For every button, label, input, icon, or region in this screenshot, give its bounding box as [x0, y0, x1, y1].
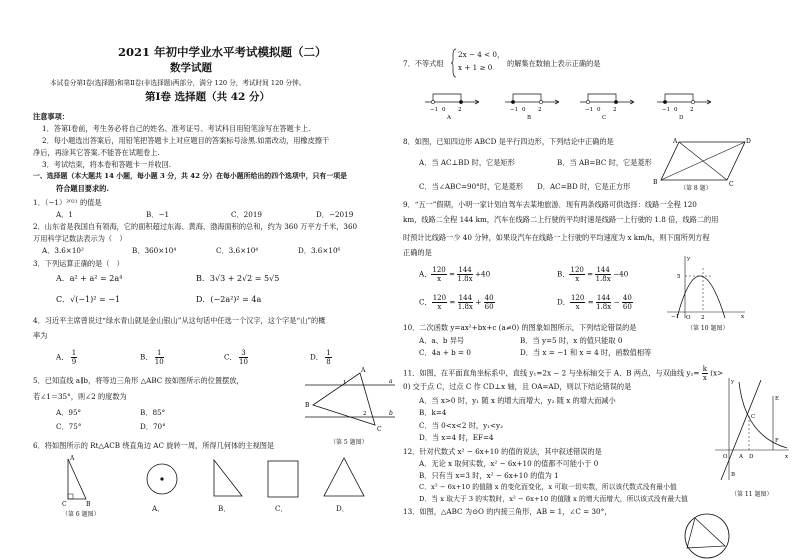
tick-label: 2 — [613, 107, 617, 113]
q7-option-b-numberline — [505, 86, 565, 120]
q9-option-b: B． $\frac{120}{x}$ = $\frac{144}{1.8x}$ −40 — [557, 266, 629, 283]
q9-option-d: D． $\frac{120}{x}$ = $\frac{144}{1.8x}$ − $\frac{40}{60}$ — [557, 294, 632, 311]
q9-option-c: C． $\frac{120}{x}$ = $\frac{144}{1.8x}$ + $\frac{40}{60}$ — [419, 294, 494, 311]
q3-option-a: A．a² + a² = 2a⁴ — [56, 274, 123, 283]
q1-option-b: B．−1 — [146, 210, 170, 219]
label-line-b: b — [389, 410, 393, 417]
circle-o — [685, 514, 729, 558]
q8-option-a: A．当 AC⊥BD 时，它是矩形 — [419, 158, 515, 167]
note-1: 1．答第Ⅰ卷前，考生务必将自己的姓名、准考证号、考试科目用铅笔涂写在答题卡上. — [42, 124, 311, 133]
tick-label: −1 — [662, 107, 671, 113]
section1-header-cont: 符合题目要求的. — [56, 184, 109, 193]
label-a: A — [361, 367, 366, 374]
q5-option-b: B．85° — [140, 408, 166, 417]
label-angle-2: 2 — [363, 411, 367, 417]
open-dot — [539, 100, 542, 103]
q8-option-d: D．AC=BD 时，它是正方形 — [537, 182, 631, 191]
q1-stem: 1．（−1）²⁰²¹ 的值是 — [33, 198, 102, 207]
tick-label: 0 — [674, 107, 678, 113]
open-dot — [586, 100, 589, 103]
closed-dot — [459, 100, 462, 103]
hyperbola-y2 — [739, 382, 787, 448]
option-letter: B — [527, 115, 532, 121]
note-3: 3．考试结束，将本卷和答题卡一并收回. — [42, 160, 172, 169]
q9-stem-2: km，线路二全程 144 km，汽车在线路二上行驶的平均时速是线路一上行驶的 1.8 倍，线路二的用 — [403, 215, 719, 224]
solution-bracket — [433, 94, 461, 102]
q11-stem-1: 11．如图，在平面直角坐标系中，直线 y₁=2x − 2 与坐标轴交于 A、B 两点，与双曲线 y₂= $\frac{k}{x}$ (x> — [403, 365, 724, 382]
q3-option-d: D．(−2a²)² = 4a — [196, 295, 262, 304]
circle-center — [160, 477, 163, 480]
label-d: D — [746, 138, 751, 145]
q11-option-b: B．k=4 — [419, 408, 447, 417]
q1-option-a: A．1 — [56, 210, 73, 219]
note-2-cont: 净后，再涂其它答案.不能答在试题卷上. — [33, 148, 160, 157]
right-page — [397, 0, 794, 560]
subject-title: 数学试题 — [170, 62, 212, 74]
q3-option-b: B．3√3 + 2√2 = 5√5 — [196, 274, 280, 283]
q11-option-c: C．当 0<x<2 时，y₁<y₂ — [419, 421, 503, 430]
q7-stem: 7．不等式组 — [403, 59, 444, 68]
q8-figure — [653, 138, 751, 188]
tick-label: 2 — [690, 107, 694, 113]
q9-option-a: A． $\frac{120}{x}$ = $\frac{144}{1.8x}$ +40 — [419, 266, 491, 283]
open-dot — [691, 100, 694, 103]
q6-option-b-figure — [210, 458, 244, 500]
label-a: A — [673, 138, 678, 145]
tick-label: −1 — [510, 107, 519, 113]
q7-brace — [451, 48, 457, 78]
q6-figure-triangle — [62, 455, 92, 507]
inscribed-triangle — [687, 518, 725, 548]
q5-option-d: D．70° — [140, 422, 166, 431]
solution-bracket — [513, 94, 541, 102]
notes-title: 注意事项： — [33, 112, 69, 121]
open-dot — [431, 100, 434, 103]
tick-label: 2 — [458, 107, 462, 113]
q5-caption: （第 5 题图） — [330, 439, 368, 446]
right-angle-mark — [68, 494, 73, 499]
label-five: 5 — [677, 274, 681, 280]
q2-stem-1: 2．山东省是我国自有领海，它的面积超过东海、黄海、渤海面积的总和，约为 360 万平方千米，360 — [33, 222, 358, 231]
right-triangle-shape — [214, 460, 242, 496]
part1-title: 第Ⅰ卷 选择题（共 42 分） — [145, 91, 270, 103]
label-b: B — [86, 501, 91, 508]
label-b: B — [653, 179, 658, 186]
q3-option-c: C．√(−1)² = −1 — [56, 295, 121, 304]
q1-option-c: C．2019 — [231, 210, 262, 219]
q12-option-c: C．x² − 6x+10 的值随 x 的变化而变化，x 可取一切实数，所以该代数式没有最小值 — [419, 483, 677, 491]
label-origin: O — [686, 315, 691, 321]
tick-label: 0 — [597, 107, 601, 113]
section1-header: 一、选择题（本大题共 14 小题，每小题 3 分，共 42 分）在每小题所给出的四个选项中，只有一项是 — [33, 172, 347, 180]
tick-label: −1 — [585, 107, 594, 113]
q8-caption: （第 8 题） — [680, 185, 712, 192]
q7-option-d-numberline — [657, 86, 717, 120]
q4-stem-2: 率为 — [33, 331, 48, 340]
closed-dot — [663, 100, 666, 103]
option-letter: D — [679, 115, 684, 121]
label-c: C — [62, 501, 67, 508]
label-f: F — [775, 438, 779, 444]
q6-option-a: A． — [152, 504, 165, 513]
q5-figure — [305, 365, 395, 435]
label-o: O — [723, 454, 728, 460]
q10-option-b: B．当 y=5 时，x 的值只能取 0 — [520, 336, 623, 345]
rectangle-shape — [268, 461, 298, 497]
q13-figure — [681, 510, 733, 560]
label-b: B — [731, 472, 736, 478]
q12-option-d: D．当 x 取大于 3 的实数时，x² − 6x+10 的值随 x 的增大而增大，所以该式没有最大值 — [419, 495, 688, 503]
label-a: A — [70, 455, 75, 462]
q7-system-2: x + 1 ≥ 0 — [458, 63, 493, 72]
q3-stem: 3．下列运算正确的是（ ） — [33, 259, 124, 268]
note-2: 2．每小题选出答案后，用铅笔把答题卡上对应题目的答案标号涂黑.如需改动，用橡皮擦干 — [42, 136, 330, 145]
q6-option-d-figure — [322, 456, 366, 500]
solution-bracket — [665, 94, 693, 102]
q6-option-c: C． — [275, 504, 288, 513]
closed-dot — [614, 100, 617, 103]
q4-stem-1: 4．习近平主席曾说过“绿水青山就是金山银山”从这句话中任选一个汉字，这个字是“山”的概 — [33, 316, 326, 325]
q11-option-d: D．当 x=4 时，EF=4 — [419, 433, 494, 442]
q11-caption: （第 11 题图） — [731, 491, 773, 498]
label-c: C — [751, 414, 756, 420]
label-c: C — [377, 426, 382, 433]
q6-caption: （第 6 题图） — [62, 511, 100, 518]
q12-option-b: B．只有当 x=3 时，x² − 6x+10 的值为 1 — [419, 471, 559, 480]
q4-option-c: C． $\frac{3}{10}$ — [224, 349, 248, 366]
q4-option-b: B． $\frac{1}{10}$ — [140, 349, 164, 366]
option-letter: A — [447, 115, 451, 121]
q13-stem: 13．如图，△ABC 为⊙O 的内接三角形，AB = 1，∠C = 30°， — [403, 507, 612, 516]
q2-option-c: C．3.6×10⁴ — [216, 246, 259, 255]
closed-dot — [511, 100, 514, 103]
q7-option-c-numberline — [580, 86, 640, 120]
exam-title: 2021 年初中学业水平考试模拟题（二） — [118, 45, 327, 59]
option-letter: C — [602, 115, 607, 121]
q12-option-a: A．无论 x 取何实数，x² − 6x+10 的值都不可能小于 0 — [419, 459, 599, 468]
q7-tail: 的解集在数轴上表示正确的是 — [507, 59, 601, 68]
label-angle-1: 1 — [343, 380, 347, 386]
rt-triangle-acb — [68, 459, 86, 499]
q2-option-d: D．3.6×10⁶ — [298, 246, 341, 255]
tick-label: 2 — [538, 107, 542, 113]
label-minus-one: −1 — [671, 314, 680, 320]
q5-stem-2: 若∠1＝35°，则∠2 的度数为 — [33, 392, 127, 401]
intro-text: 本试卷分第Ⅰ卷(选择题)和第Ⅱ卷(非选择题)两部分，满分 120 分，考试时间 120 分钟。 — [50, 79, 306, 87]
q11-figure — [715, 376, 791, 486]
q4-option-d: D． $\frac{1}{8}$ — [310, 349, 331, 366]
q9-stem-4: 正确的是 — [403, 248, 432, 257]
q2-stem-2: 万用科学记数法表示为（ ） — [33, 234, 127, 243]
q1-option-d: D．−2019 — [316, 210, 354, 219]
q2-option-b: B．360×10⁴ — [132, 246, 177, 255]
diagonal-bd — [661, 142, 745, 180]
q9-stem-1: 9．“五一”假期，小明一家计划自驾车去某地旅游．现有两条线路可供选择：线路一全程 120 — [403, 200, 697, 209]
label-two: 2 — [701, 315, 705, 321]
label-e: E — [775, 396, 780, 402]
label-line-a: a — [389, 378, 393, 385]
solution-bracket — [588, 94, 616, 102]
q5-option-c: C．75° — [56, 422, 82, 431]
q12-stem: 12．针对代数式 x² − 6x+10 的值的说法，其中叙述错误的是 — [403, 447, 602, 456]
label-d: D — [749, 454, 754, 460]
q7-system-1: 2x − 4 < 0， — [458, 50, 505, 59]
q11-stem-2: 0) 交于点 C，过点 C 作 CD⊥x 轴，且 OA=AD，则以下结论错误的是 — [403, 382, 632, 391]
q6-option-b: B． — [218, 504, 231, 513]
tick-label: −1 — [430, 107, 439, 113]
isosceles-triangle-shape — [324, 458, 364, 496]
label-x: x — [741, 314, 745, 320]
q10-caption: （第 10 题图） — [687, 325, 729, 332]
label-x: x — [785, 454, 789, 460]
tick-label: 0 — [442, 107, 446, 113]
q7-option-a-numberline — [425, 86, 485, 120]
q10-figure — [667, 254, 747, 320]
label-c: C — [729, 181, 734, 188]
label-y: y — [731, 379, 735, 385]
label-y: y — [687, 256, 691, 262]
q10-option-c: C．4a + b = 0 — [419, 348, 471, 357]
q9-stem-3: 时预计比线路一少 40 分钟，如果设汽车在线路一上行驶的平均速度为 x km/h，则下面所列方程 — [403, 233, 710, 242]
q11-option-a: A．当 x>0 时，y₁ 随 x 的增大而增大，y₂ 随 x 的增大而减小 — [419, 396, 616, 405]
tick-label: 0 — [522, 107, 526, 113]
q10-option-a: A．a、b 异号 — [419, 336, 465, 345]
q2-option-a: A．3.6×10² — [42, 246, 84, 255]
q8-option-c: C．当∠ABC=90°时，它是菱形 — [419, 182, 523, 191]
q6-stem: 6．将如图所示的 Rt△ACB 绕直角边 AC 旋转一周，所得几何体的主视图是 — [33, 441, 275, 450]
q4-option-a: A． $\frac{1}{9}$ — [56, 349, 77, 366]
q6-option-c-figure — [266, 459, 300, 499]
q8-stem: 8．如图，已知四边形 ABCD 是平行四边形，下列结论中正确的是 — [403, 137, 614, 146]
q10-option-d: D．当 x = −1 和 x = 4 时，函数值相等 — [520, 348, 652, 357]
q10-stem: 10．二次函数 y=ax²+bx+c (a≠0) 的图象如图所示，下列结论错误的是 — [403, 323, 637, 332]
q6-option-a-figure — [145, 462, 179, 496]
q6-option-d: D． — [336, 504, 349, 513]
q8-option-b: B．当 AB=BC 时，它是菱形 — [557, 158, 652, 167]
q5-option-a: A．95° — [56, 408, 82, 417]
label-a: A — [739, 454, 743, 460]
q5-stem-1: 5．已知直线 a∥b，将等边三角形 △ABC 按如图所示的位置摆放， — [33, 376, 244, 385]
label-b: B — [305, 402, 310, 409]
